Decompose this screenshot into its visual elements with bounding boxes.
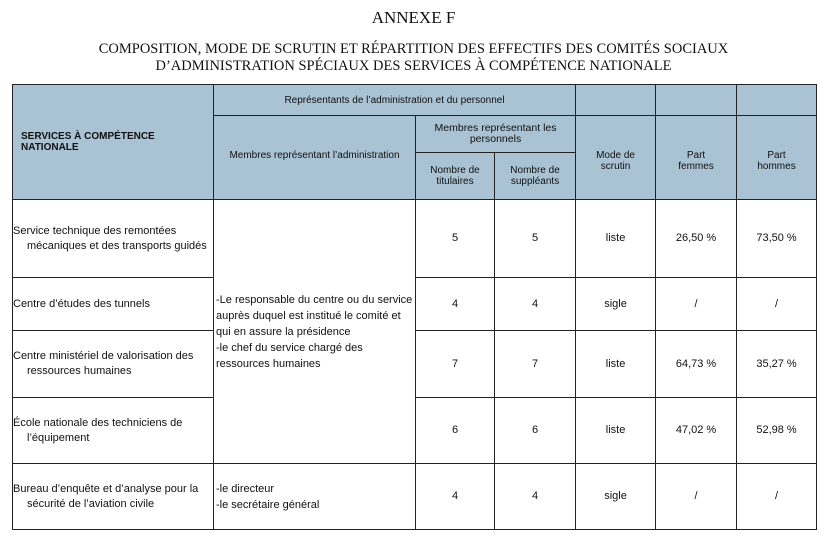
table-row — [13, 200, 817, 278]
services-table — [12, 84, 817, 530]
titulaires-value: 5 — [416, 200, 495, 278]
mode-value: liste — [576, 331, 656, 398]
header-blank-hommes — [737, 85, 817, 116]
admin-members-cell — [214, 200, 416, 464]
femmes-value: / — [656, 464, 737, 530]
femmes-value: / — [656, 278, 737, 331]
header-representants: Représentants de l’administration et du personnel — [214, 85, 576, 116]
header-mode-scrutin: Mode de scrutin — [576, 116, 656, 200]
femmes-value: 26,50 % — [656, 200, 737, 278]
admin-member-line: -le chef du service chargé des ressources humaines — [216, 341, 363, 370]
hommes-value: / — [737, 278, 817, 331]
table-row — [13, 464, 817, 530]
service-name: Centre ministériel de valorisation des ressources humaines — [13, 331, 214, 398]
femmes-value: 64,73 % — [656, 331, 737, 398]
titulaires-value: 7 — [416, 331, 495, 398]
hommes-value: / — [737, 464, 817, 530]
header-titulaires: Nombre de titulaires — [416, 153, 495, 200]
hommes-value: 52,98 % — [737, 398, 817, 464]
mode-value: sigle — [576, 278, 656, 331]
service-name: École nationale des techniciens de l’équipement — [13, 398, 214, 464]
table-row — [13, 398, 817, 464]
header-blank-mode — [576, 85, 656, 116]
suppleants-value: 4 — [495, 278, 576, 331]
title-line-1: COMPOSITION, MODE DE SCRUTIN ET RÉPARTITION DES EFFECTIFS DES COMITÉS SOCIAUX — [98, 41, 729, 57]
hommes-value: 73,50 % — [737, 200, 817, 278]
service-name: Centre d’études des tunnels — [13, 278, 214, 331]
hommes-value: 35,27 % — [737, 331, 817, 398]
header-part-hommes: Part hommes — [737, 116, 817, 200]
titulaires-value: 4 — [416, 464, 495, 530]
admin-member-line: -Le responsable du centre ou du service auprès duquel est institué le comité et qui en assure la présidence — [216, 293, 413, 338]
suppleants-value: 7 — [495, 331, 576, 398]
document-title — [0, 41, 827, 75]
mode-value: sigle — [576, 464, 656, 530]
service-name: Service technique des remontées mécaniques et des transports guidés — [13, 200, 214, 278]
titulaires-value: 4 — [416, 278, 495, 331]
annex-title: ANNEXE F — [371, 8, 456, 27]
suppleants-value: 6 — [495, 398, 576, 464]
mode-value: liste — [576, 200, 656, 278]
titulaires-value: 6 — [416, 398, 495, 464]
table-row — [13, 331, 817, 398]
header-services: SERVICES À COMPÉTENCE NATIONALE — [13, 85, 214, 200]
admin-members-cell — [214, 464, 416, 530]
suppleants-value: 5 — [495, 200, 576, 278]
admin-member-line: -le secrétaire général — [216, 498, 320, 511]
table-row — [13, 278, 817, 331]
header-part-femmes: Part femmes — [656, 116, 737, 200]
service-name: Bureau d’enquête et d’analyse pour la sécurité de l’aviation civile — [13, 464, 214, 530]
header-suppleants: Nombre de suppléants — [495, 153, 576, 200]
title-line-2: D’ADMINISTRATION SPÉCIAUX DES SERVICES À COMPÉTENCE NATIONALE — [155, 58, 672, 74]
mode-value: liste — [576, 398, 656, 464]
femmes-value: 47,02 % — [656, 398, 737, 464]
admin-member-line: -le directeur — [216, 482, 275, 495]
header-membres-personnel: Membres représentant les personnels — [416, 116, 576, 153]
suppleants-value: 4 — [495, 464, 576, 530]
header-membres-admin: Membres représentant l’administration — [214, 116, 416, 200]
header-blank-femmes — [656, 85, 737, 116]
